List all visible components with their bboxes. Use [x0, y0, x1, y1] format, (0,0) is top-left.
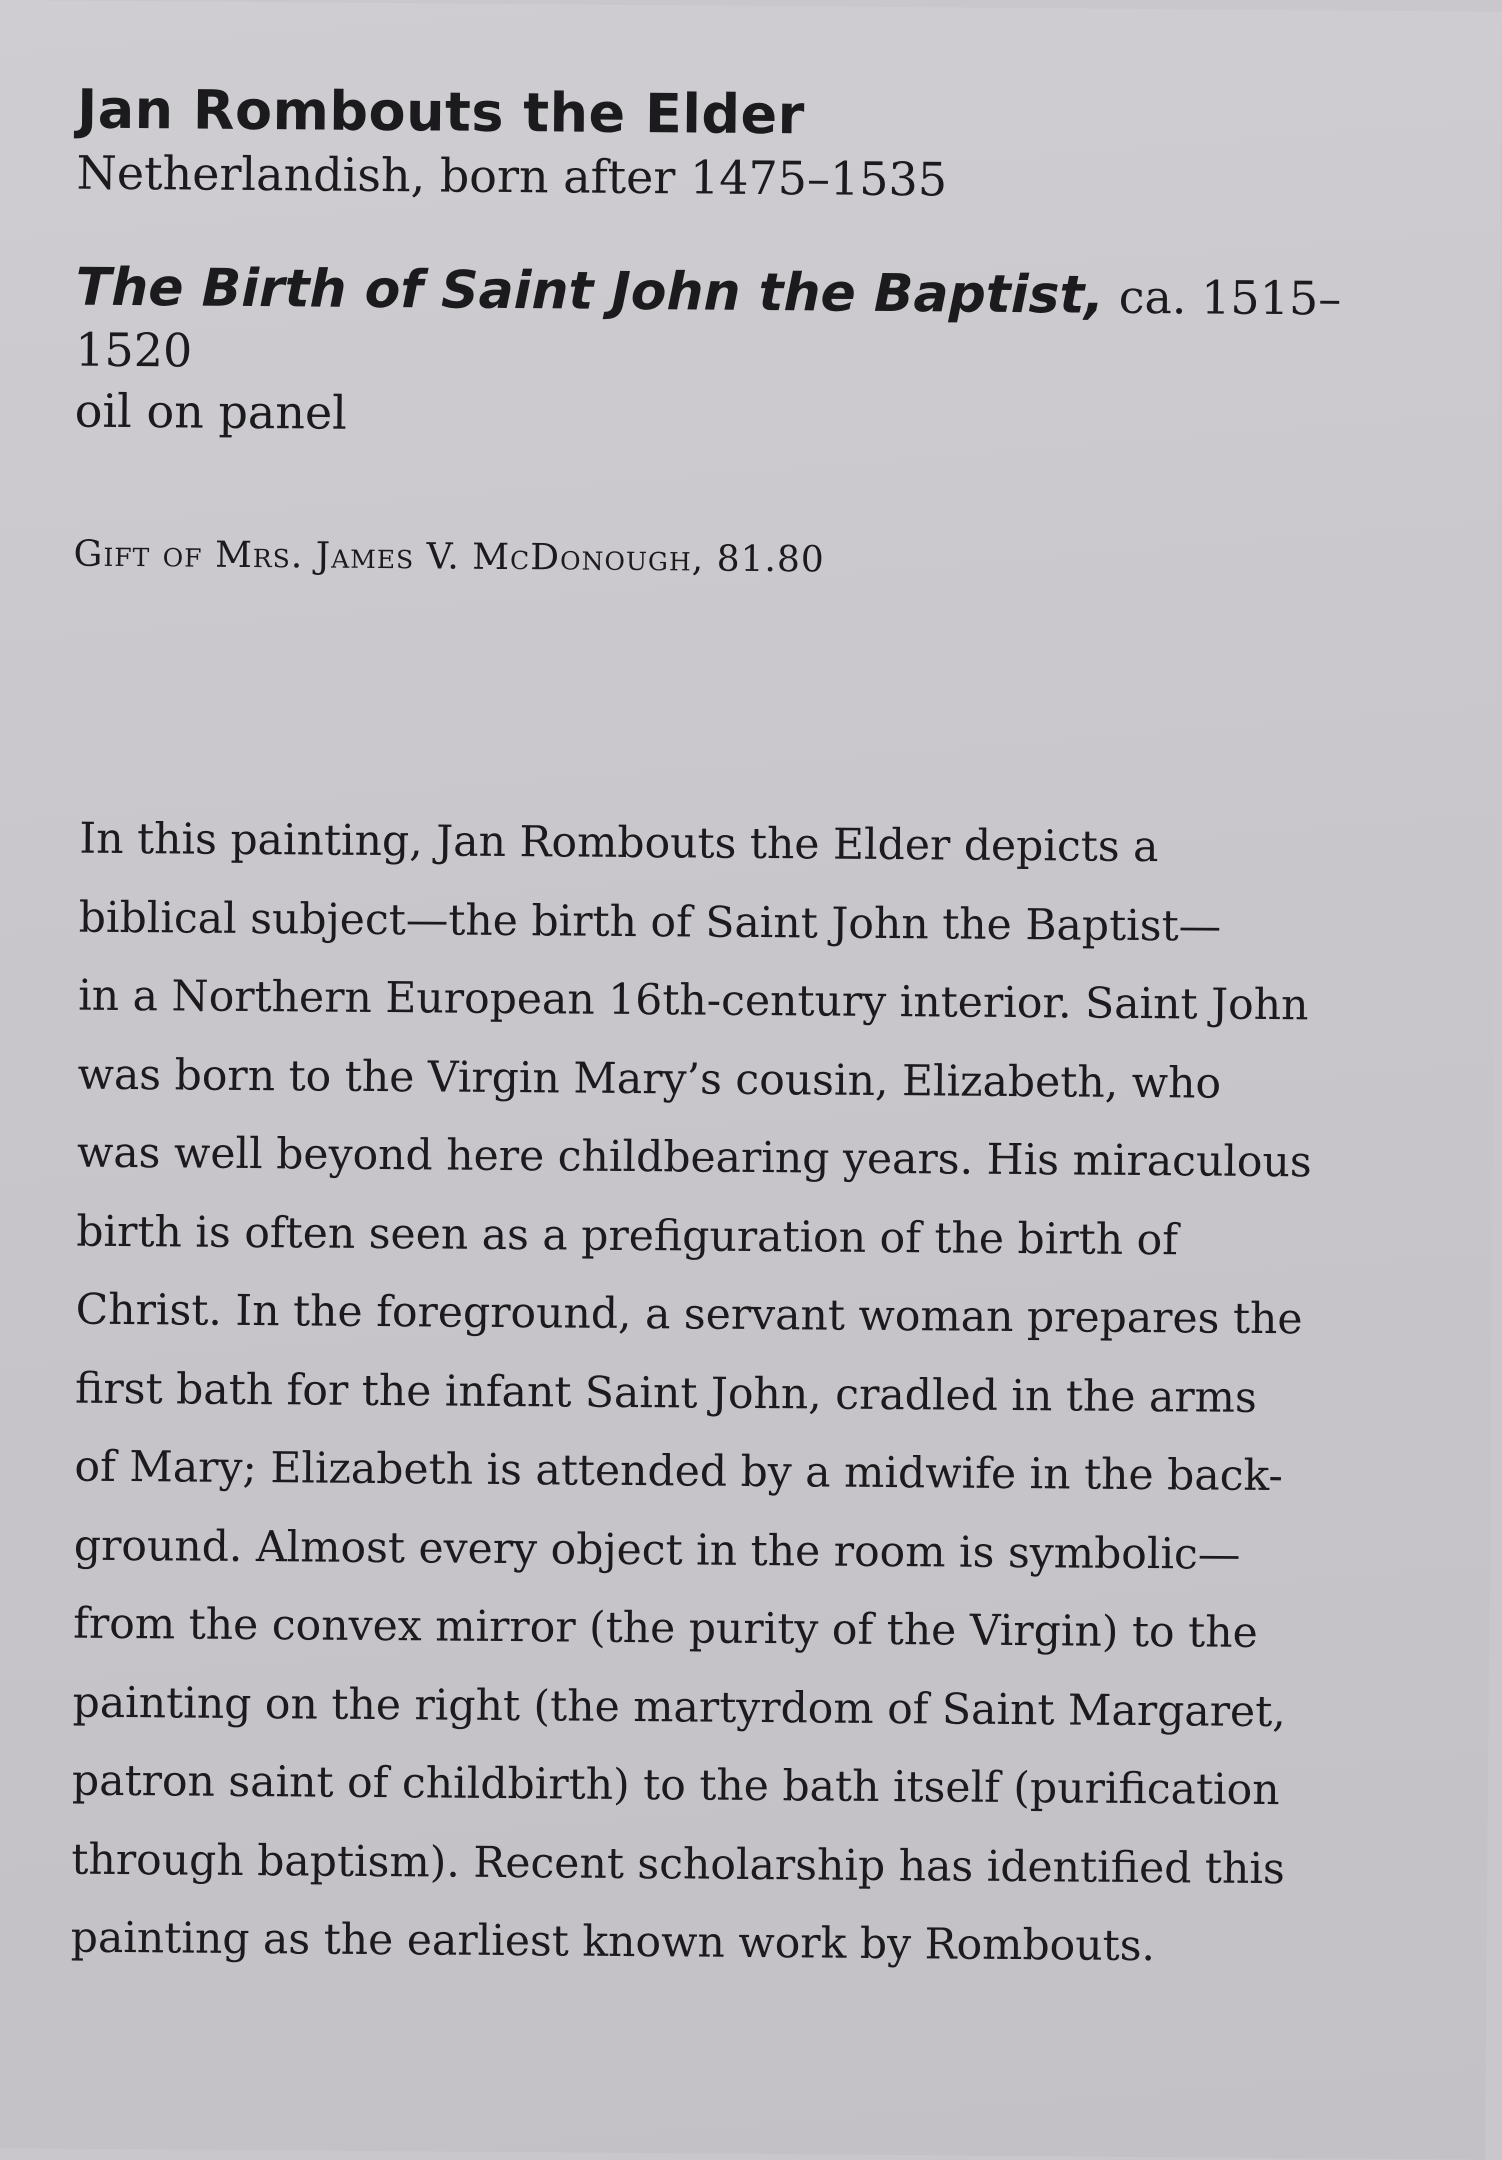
artwork-title-block	[75, 254, 1416, 390]
credit-line: Gift of Mrs. James V. McDonough, 81.80	[73, 533, 825, 581]
description-line: painting on the right (the martyrdom of Saint Margaret,	[72, 1678, 1286, 1737]
artwork-medium: oil on panel	[74, 383, 348, 440]
description-line: was well beyond here childbearing years. His miraculous	[76, 1128, 1312, 1188]
description-line: birth is often seen as a prefiguration of the birth of	[76, 1207, 1179, 1265]
description-line: In this painting, Jan Rombouts the Elder depicts a	[79, 814, 1159, 873]
description-line: painting as the earliest known work by Rombouts.	[70, 1913, 1156, 1972]
description-line: biblical subject—the birth of Saint John the Baptist—	[78, 893, 1222, 952]
artwork-title: The Birth of Saint John the Baptist,	[75, 257, 1105, 326]
artwork-date-start: ca. 1515–	[1103, 269, 1342, 326]
description-line: in a Northern European 16th-century interior. Saint John	[77, 971, 1309, 1031]
description-line: Christ. In the foreground, a servant woman prepares the	[75, 1285, 1303, 1345]
artist-name: Jan Rombouts the Elder	[76, 77, 806, 147]
artwork-date-end: 1520	[75, 322, 193, 378]
description-line: was born to the Virgin Mary’s cousin, Elizabeth, who	[77, 1050, 1222, 1109]
label-header	[73, 79, 1417, 585]
description-line: of Mary; Elizabeth is attended by a midwife in the back-	[74, 1442, 1284, 1502]
description-text	[70, 801, 1419, 1989]
description-line: patron saint of childbirth) to the bath itself (purification	[71, 1756, 1280, 1816]
description-line: from the convex mirror (the purity of the Virgin) to the	[73, 1599, 1258, 1658]
description-line: first bath for the infant Saint John, cradled in the arms	[74, 1364, 1257, 1423]
artist-nationality-dates: Netherlandish, born after 1475–1535	[76, 145, 948, 207]
description-line: through baptism). Recent scholarship has identified this	[71, 1835, 1285, 1894]
description-line: ground. Almost every object in the room is symbolic—	[73, 1521, 1241, 1580]
